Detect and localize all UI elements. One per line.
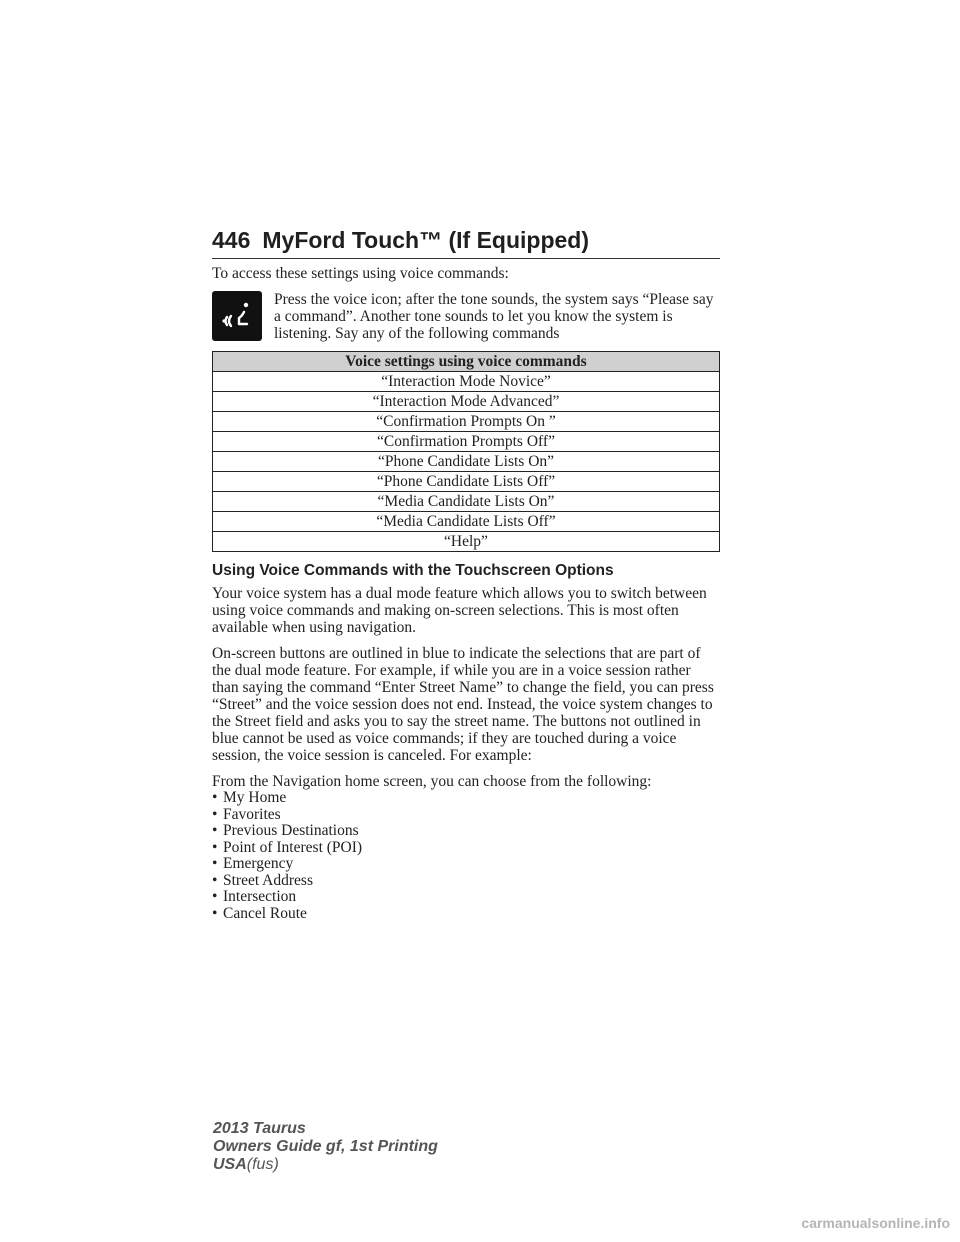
footer-model: 2013 Taurus (213, 1120, 306, 1137)
list-item: • Point of Interest (POI) (212, 838, 363, 856)
table-row: “Media Candidate Lists On” (213, 492, 720, 512)
page-content (212, 265, 720, 922)
page-header (212, 227, 720, 259)
table-row: “Media Candidate Lists Off” (213, 512, 720, 532)
list-item: • Favorites (212, 805, 281, 823)
voice-instruction-text: Press the voice icon; after the tone sounds, the system says “Please say a command”. Another tone sounds to let you know the system is listening. Say any of the following commands (274, 291, 714, 342)
list-item: • Emergency (212, 855, 294, 872)
table-row: “Help” (213, 532, 720, 552)
print-footer (213, 1120, 438, 1174)
list-item: • Street Address (212, 871, 313, 889)
navigation-options-list (212, 790, 720, 922)
bullet: • (212, 789, 218, 806)
section-title: MyFord Touch™ (If Equipped) (262, 227, 590, 253)
list-item: • Cancel Route (212, 904, 307, 922)
list-lead: From the Navigation home screen, you can choose from the following: (212, 773, 652, 790)
table-row: “Confirmation Prompts On ” (213, 412, 720, 432)
paragraph-onscreen-buttons: On-screen buttons are outlined in blue to indicate the selections that are part of the dual mode feature. For example, if while you are in a voice session rather than saying the command “Enter Street Name” to change the field, you can press “Street” and the voice session does not end. Instead, the voice system changes to the Street field and asks you to say the street name. The buttons not outlined in blue cannot be used as voice commands; if they are touched during a voice session, the voice session is canceled. For example: (212, 645, 714, 764)
site-watermark: carmanualsonline.info (801, 1215, 950, 1231)
page-number: 446 (212, 227, 251, 253)
footer-region: USA (213, 1156, 247, 1173)
bullet: • (212, 838, 218, 856)
table-row: “Confirmation Prompts Off” (213, 432, 720, 452)
list-item: • Previous Destinations (212, 822, 359, 839)
bullet: • (212, 888, 218, 905)
paragraph-dual-mode: Your voice system has a dual mode feature which allows you to switch between using voice commands and making on-screen selections. This is most often available when using navigation. (212, 585, 707, 636)
voice-commands-table (212, 351, 720, 552)
table-header: Voice settings using voice commands (213, 352, 720, 372)
voice-instruction (212, 291, 720, 342)
footer-edition: Owners Guide gf, 1st Printing (213, 1138, 438, 1155)
section-heading: Using Voice Commands with the Touchscreen Options (212, 562, 614, 579)
intro-lead: To access these settings using voice commands: (212, 265, 509, 282)
bullet: • (212, 904, 218, 922)
table-row: “Interaction Mode Advanced” (213, 392, 720, 412)
bullet: • (212, 822, 218, 839)
bullet: • (212, 855, 218, 872)
list-item: • Intersection (212, 888, 297, 905)
table-row: “Phone Candidate Lists On” (213, 452, 720, 472)
bullet: • (212, 805, 218, 823)
footer-region-code: (fus) (246, 1156, 279, 1173)
bullet: • (212, 871, 218, 889)
voice-icon (212, 291, 262, 341)
list-item: • My Home (212, 789, 287, 806)
table-row: “Interaction Mode Novice” (213, 372, 720, 392)
table-row: “Phone Candidate Lists Off” (213, 472, 720, 492)
